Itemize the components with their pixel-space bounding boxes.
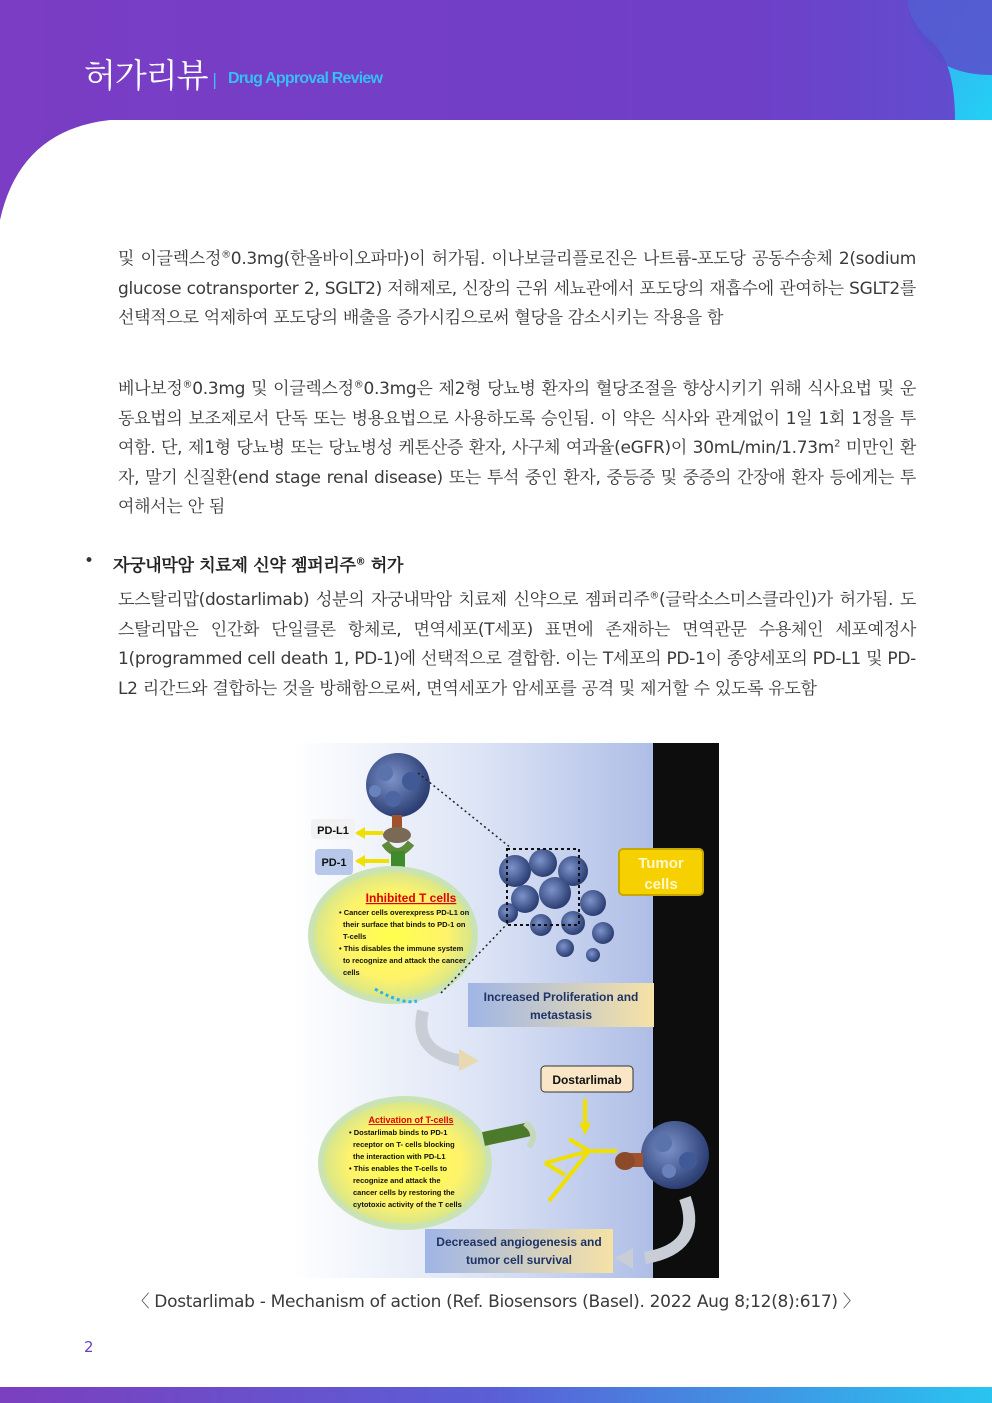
registered-mark: ® <box>649 590 660 602</box>
registered-mark: ® <box>355 556 366 568</box>
section-title-korean: 허가리뷰 <box>84 56 208 95</box>
registered-mark: ® <box>221 249 231 261</box>
mechanism-figure <box>293 743 719 1278</box>
dostarlimab-label: Dostarlimab <box>552 1073 622 1087</box>
footer-bar <box>0 1387 992 1403</box>
section-title-english: Drug Approval Review <box>228 70 383 87</box>
inhibited-title: Inhibited T cells <box>365 891 457 905</box>
pd-1-label: PD-1 <box>321 857 347 869</box>
registered-mark: ® <box>182 379 193 391</box>
paragraph-indication <box>118 375 916 523</box>
paragraph-text: 미만인 환자, 말기 신질환(end stage renal disease) 또는 투석 중인 환자, 중등증 및 중증의 간장애 환자 등에게는 투여해서는 안 됨 <box>118 438 917 518</box>
paragraph-text: 및 이글렉스정 <box>118 249 222 269</box>
superscript: 2 <box>834 438 841 450</box>
heading-text: 허가 <box>365 556 404 576</box>
paragraph-text: 베나보정 <box>118 379 183 399</box>
tumor-cell-icon <box>366 753 430 817</box>
pd-l1-label: PD-L1 <box>317 825 349 837</box>
heading-text: 자궁내막암 치료제 신약 젬퍼리주 <box>113 556 356 576</box>
paragraph-text: 0.3mg 및 이글렉스정 <box>192 379 354 399</box>
page-header <box>0 0 992 230</box>
tumor-label-line-2: cells <box>644 876 678 893</box>
paragraph-text: 도스탈리맙(dostarlimab) 성분의 자궁내막암 치료제 신약으로 젬퍼리주 <box>118 590 650 610</box>
title-separator: | <box>212 70 218 89</box>
inhibited-description: • Cancer cells overexpress PD-L1 on their surface that binds to PD-1 on T-cells • This disables the immune system to recognize and attack the cancer cells <box>339 908 470 977</box>
paragraph-text: 0.3mg은 제2형 당뇨병 환자의 혈당조절을 향상시키기 위해 식사요법 및 운동요법의 보조제로서 단독 또는 병용요법으로 사용하도록 승인됨. 이 약은 식사와 관계없이 1일 1회 1정을 투여함. 단, 제1형 당뇨병 또는 당뇨병성 케톤산증 환자, 사구체 여과율(eGFR)이 30mL/min/1.73m <box>118 379 916 459</box>
header-background <box>0 0 992 230</box>
section-heading <box>113 551 403 576</box>
activation-title: Activation of T-cells <box>368 1115 454 1125</box>
registered-mark: ® <box>353 379 364 391</box>
figure-caption: 〈 Dostarlimab - Mechanism of action (Ref. Biosensors (Basel). 2022 Aug 8;12(8):617) 〉 <box>132 1292 860 1312</box>
proliferation-line-2: metastasis <box>529 1008 593 1022</box>
paragraph-text: (글락소스미스클라인)가 허가됨. 도스탈리맙은 인간화 단일클론 항체로, 면역세포(T세포) 표면에 존재하는 면역관문 수용체인 세포예정사 1(programmed cell death 1, PD-1)에 선택적으로 결합함. 이는 T세포의 PD-1이 종양세포의 PD-L1 및 PD-L2 리간드와 결합하는 것을 방해함으로써, 면역세포가 암세포를 공격 및 제거할 수 있도록 유도함 <box>118 590 916 699</box>
proliferation-line-1: Increased Proliferation and <box>483 990 639 1004</box>
activation-description: • Dostarlimab binds to PD-1 receptor on T- cells blocking the interaction with PD-L1 • This enables the T-cells to recognize and attack the cancer cells by restoring the cytotoxic activity of the T cells <box>349 1128 462 1209</box>
paragraph-sglt2 <box>118 245 916 334</box>
tumor-label-line-1: Tumor <box>638 855 684 872</box>
paragraph-dostarlimab <box>118 586 916 704</box>
decreased-line-1: Decreased angiogenesis and <box>436 1235 602 1249</box>
tumor-cell-icon <box>641 1121 709 1189</box>
paragraph-text: 0.3mg(한올바이오파마)이 허가됨. 이나보글리플로진은 나트륨-포도당 공동수송체 2(sodium glucose cotransporter 2, SGLT2) 저해제로, 신장의 근위 세뇨관에서 포도당의 재흡수에 관여하는 SGLT2를 선택적으로 억제하여 포도당의 배출을 증가시킴으로써 혈당을 감소시키는 작용을 함 <box>118 249 916 329</box>
decreased-line-2: tumor cell survival <box>465 1253 573 1267</box>
bullet-marker: • <box>84 551 95 571</box>
page-number: 2 <box>84 1338 94 1356</box>
